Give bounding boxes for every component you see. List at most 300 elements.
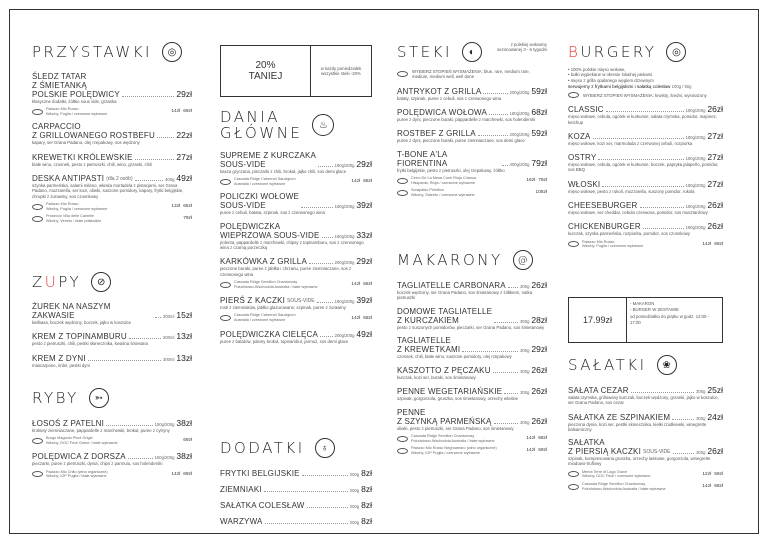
item-price: 38zł bbox=[176, 451, 192, 462]
menu-item bbox=[568, 438, 723, 491]
thermometer-icon bbox=[568, 92, 579, 98]
wine-row bbox=[568, 470, 723, 479]
item-desc: puree z dyni, pieczone buraki, puree ziemniaczane, sos demi glace bbox=[397, 138, 525, 144]
item-price: 15zł bbox=[176, 310, 192, 320]
item-weight: 180g/200g bbox=[509, 111, 530, 117]
item-row bbox=[397, 408, 547, 426]
wine-bottle-price: 69zł bbox=[714, 241, 723, 247]
item-row bbox=[32, 152, 192, 162]
item-desc: czosnek, chili, białe wino, suszone pomidory, olej rzepakowy bbox=[397, 353, 512, 359]
wine-bottle-price: 69zł bbox=[183, 109, 192, 115]
wine-name: Palazzo Mio Rosso bbox=[46, 107, 79, 112]
wine-bottle-price: 69zł bbox=[538, 448, 547, 454]
item-name: ANTRYKOT Z GRILLA bbox=[397, 86, 482, 96]
dot-leader bbox=[302, 475, 348, 476]
wine-text bbox=[46, 436, 180, 445]
item-price: 29zł bbox=[176, 89, 192, 99]
burger-doneness: WYBIERZ STOPIEŃ WYSMAŻENIA: krwisty, średni, wysmażony bbox=[568, 92, 723, 98]
wine-origin: Włochy, Salento / czerwone wytrawne bbox=[411, 192, 475, 197]
item-name: ŚLEDZ TATAR Z ŚMIETANKĄ POLSKIE POLĘDWICY bbox=[32, 72, 120, 99]
menu-item bbox=[397, 280, 547, 301]
wine-glass-price: 14zł bbox=[171, 471, 181, 477]
wine-name: Cascada Ridge Cabernet Sauvignon bbox=[234, 313, 296, 318]
item-price: 22zł bbox=[176, 130, 192, 141]
item-desc: puree z dyni, pieczone buraki, pappardelle z marchewki, sos holenderski bbox=[397, 117, 536, 123]
item-row bbox=[397, 307, 547, 325]
wine-bottle-price: 69zł bbox=[183, 438, 192, 444]
item-row bbox=[220, 484, 372, 494]
item-price: 27zł bbox=[707, 130, 723, 141]
wine-text bbox=[234, 313, 348, 322]
item-row bbox=[32, 331, 192, 341]
zupy-list bbox=[32, 302, 192, 368]
item-price: 26zł bbox=[707, 221, 723, 232]
item-price: 24zł bbox=[707, 411, 723, 422]
item-price: 28zł bbox=[531, 314, 547, 325]
thermometer-icon bbox=[397, 71, 408, 77]
dot-leader bbox=[317, 302, 333, 303]
salatki-list bbox=[568, 385, 723, 491]
wine-bottle-price: 68zł bbox=[363, 315, 372, 321]
wine-text bbox=[582, 240, 699, 249]
menu-item bbox=[32, 451, 192, 478]
wine-glass-price: 14zł bbox=[702, 241, 712, 247]
item-weight: 300g bbox=[696, 389, 706, 394]
item-row bbox=[397, 336, 547, 354]
item-weight: 200g/200g bbox=[509, 132, 530, 138]
promo-box bbox=[220, 45, 372, 97]
item-weight: 300g bbox=[520, 318, 530, 324]
column-2 bbox=[220, 45, 372, 350]
item-price: 59zł bbox=[531, 128, 547, 139]
item-name: KARKÓWKA Z GRILLA bbox=[220, 257, 307, 267]
item-row bbox=[32, 353, 192, 363]
wine-glass-icon bbox=[32, 216, 43, 222]
wine-row bbox=[220, 177, 372, 186]
item-desc: kiełbasa, boczek wędzony, boczek, jajko w koszulce bbox=[32, 320, 132, 325]
item-desc: pesto z pietruszki, chili, pestki słonecznika, kwaśna śmietana bbox=[32, 341, 148, 347]
wine-glass-icon bbox=[220, 179, 231, 185]
dot-leader bbox=[301, 207, 333, 208]
dot-leader bbox=[318, 166, 333, 167]
item-name: POLĘDWICZKA CIELĘCA bbox=[220, 329, 319, 339]
menu-item bbox=[220, 295, 372, 322]
wine-bottle-price: 68zł bbox=[363, 282, 372, 288]
item-weight: 180g/200g bbox=[334, 204, 355, 210]
item-desc: klasyczne dodatki, żółtko sous vide, grzanka bbox=[32, 99, 117, 104]
menu-item bbox=[397, 107, 547, 122]
wine-row bbox=[32, 202, 192, 211]
wine-name: Palazzo Mio Rosso bbox=[46, 201, 79, 206]
wine-origin: Włochy, Puglia / czerwone wytrawne bbox=[582, 244, 644, 249]
menu-item bbox=[568, 412, 723, 433]
item-desc: pieczarki, puree z pietruszki, dynia, chips z parmuiu, sos holenderski bbox=[32, 461, 163, 467]
wine-bottle-price: 105zł bbox=[535, 190, 547, 196]
item-desc: boczek wędzony, ser Grana Padano, sos śmietanowy z żółtkiem, natka pietruszki bbox=[397, 290, 533, 301]
item-price: 26zł bbox=[531, 415, 547, 426]
wine-glass-price: 14zł bbox=[351, 315, 361, 321]
wine-name: Merlot Terre di Lago Grave bbox=[582, 469, 628, 474]
menu-item bbox=[32, 418, 192, 445]
wine-origin: Australia / czerwone wytrawne bbox=[234, 181, 286, 186]
item-desc: rosti z ziemniaków, jabłko glazurowane, szpinak, puree z żurawiny bbox=[220, 305, 346, 311]
wine-origin: Włochy, Puglia / czerwone wytrawne bbox=[46, 111, 108, 116]
item-row bbox=[568, 200, 723, 210]
menu-item bbox=[568, 221, 723, 248]
item-weight: 180g/200g bbox=[685, 134, 706, 140]
wine-origin: Hiszpania, Rioja / czerwone wytrawne bbox=[411, 180, 475, 185]
wine-glass-price: 14zł bbox=[351, 179, 361, 185]
item-name: OSTRY bbox=[568, 153, 597, 163]
item-row bbox=[568, 104, 723, 114]
item-desc: mięso wołowe, ser cheddar, cebula czerwona, pomidor, sos musztardowy bbox=[568, 210, 708, 215]
item-name: ROSTBEF Z GRILLA bbox=[397, 129, 476, 139]
fries-icon: ♁ bbox=[315, 438, 335, 458]
wine-text bbox=[46, 470, 168, 479]
item-row bbox=[397, 280, 547, 290]
wine-bottle-price: 68zł bbox=[363, 179, 372, 185]
dot-leader bbox=[673, 453, 695, 454]
item-name: TAGLIATELLE CARBONARA bbox=[397, 281, 506, 290]
menu-item bbox=[220, 500, 372, 510]
item-name: KREWETKI KRÓLEWSKIE bbox=[32, 152, 133, 162]
wine-glass-icon bbox=[32, 438, 43, 444]
dot-leader bbox=[106, 425, 153, 426]
zestaw-box: 17.99zł - MAKARON - BURGER W ZESTAWIE od poniedziałku do piątku w godz. 12:00 - 17:00 bbox=[568, 297, 723, 343]
wine-glass-price: 14zł bbox=[351, 282, 361, 288]
item-weight: 300g bbox=[696, 450, 706, 456]
wine-origin: Włochy, DOC Friuli / czerwone wytrawne bbox=[582, 474, 651, 479]
menu-item bbox=[397, 386, 547, 401]
menu-item bbox=[220, 468, 372, 478]
item-desc: mięso wołowe, cebula, ogórek w kurkumie, sałata rzymska, pomidor, majonez, ketchup bbox=[568, 114, 718, 125]
item-sub: (dla 2 osób) bbox=[106, 176, 133, 183]
item-weight: 300g bbox=[520, 347, 530, 353]
menu-item bbox=[397, 128, 547, 143]
dot-leader bbox=[593, 138, 684, 139]
item-weight: 200g bbox=[349, 488, 360, 493]
spoon-icon: ⊘ bbox=[91, 272, 111, 292]
wine-name: Cascada Ridge Cabernet Sauvignon bbox=[234, 177, 296, 182]
item-price: 39zł bbox=[356, 295, 372, 306]
item-price: 38zł bbox=[176, 418, 192, 428]
wine-bottle-price: 68zł bbox=[714, 484, 723, 490]
makarony-heading: MAKARONY @ bbox=[397, 250, 547, 270]
menu-item bbox=[568, 179, 723, 194]
item-row bbox=[220, 192, 372, 210]
menu-item bbox=[220, 516, 372, 526]
item-name: TAGLIATELLE Z KREWETKAMI bbox=[397, 335, 461, 354]
menu-item bbox=[220, 329, 372, 344]
item-name: KOZA bbox=[568, 131, 591, 141]
item-row bbox=[568, 152, 723, 162]
fish-icon: ➳ bbox=[89, 388, 109, 408]
wine-name: Burgo Magnolo Pinot Grigio bbox=[46, 436, 93, 441]
item-row bbox=[397, 386, 547, 396]
wine-glass-price: 16zł bbox=[526, 178, 536, 184]
item-price: 13zł bbox=[176, 352, 192, 363]
menu-item bbox=[397, 365, 547, 380]
item-row bbox=[568, 131, 723, 141]
item-row bbox=[220, 329, 372, 339]
item-weight: 300g bbox=[520, 390, 530, 396]
menu-item bbox=[220, 192, 372, 215]
dot-leader bbox=[128, 458, 153, 459]
item-name: SAŁATKA COLESŁAW bbox=[220, 501, 305, 510]
wine-glass-price: 14zł bbox=[171, 109, 181, 115]
menu-item bbox=[568, 200, 723, 215]
item-row bbox=[568, 221, 723, 231]
dot-leader bbox=[640, 207, 684, 208]
item-row bbox=[32, 302, 192, 320]
item-weight: 300g bbox=[520, 284, 530, 289]
item-weight: 180g/200g bbox=[685, 182, 706, 188]
item-weight: 200g/200g bbox=[334, 260, 355, 266]
dot-leader bbox=[157, 137, 174, 138]
item-row bbox=[32, 122, 192, 140]
item-row bbox=[397, 150, 547, 168]
wine-origin: Włochy, IGP Puglia / białe wytrawne bbox=[46, 474, 107, 479]
item-name: ZIEMNIAKI bbox=[220, 485, 262, 494]
item-weight: 300g bbox=[696, 415, 706, 421]
item-name: ŻUREK NA NASZYM ZAKWASIE bbox=[32, 302, 111, 320]
item-desc: pieczone buraki, puree z jabłka i chrzanu, puree ziemniaczane, sos z czerwonego wina bbox=[220, 266, 352, 277]
menu-item bbox=[32, 302, 192, 325]
wine-row bbox=[397, 176, 547, 185]
item-desc: mascarpone, imbir, pestki dyni bbox=[32, 362, 90, 368]
menu-item bbox=[32, 152, 192, 167]
zestaw-price: 17.99zł bbox=[569, 298, 627, 342]
wine-row bbox=[220, 280, 372, 289]
menu-item bbox=[397, 408, 547, 456]
item-desc: pieczona dynia, kozi ser, pestki słonecznika, kiełki rzodkiewki, winegrette balsamiczny bbox=[568, 421, 707, 432]
wine-text bbox=[411, 446, 523, 455]
item-price: 59zł bbox=[531, 85, 547, 96]
item-price: 27zł bbox=[176, 151, 192, 162]
wine-glass-icon bbox=[32, 109, 43, 115]
wine-bottle-price: 68zł bbox=[538, 436, 547, 442]
menu-item bbox=[220, 484, 372, 494]
wine-origin: Południowo-Wschodnia Australia / białe wytrawne bbox=[234, 284, 318, 289]
item-row bbox=[220, 151, 372, 169]
item-name: DESKA ANTIPASTI bbox=[32, 174, 105, 184]
item-weight: 180g/200g bbox=[334, 233, 355, 239]
przystawki-heading: PRZYSTAWKI ◎ bbox=[32, 42, 192, 62]
wine-glass-icon bbox=[220, 315, 231, 321]
item-name: PENNE WEGETARIAŃSKIE bbox=[397, 387, 503, 397]
wine-text bbox=[582, 482, 699, 491]
item-weight: 180g/200g bbox=[685, 204, 706, 209]
item-price: 26zł bbox=[531, 280, 547, 290]
item-name: WŁOSKI bbox=[568, 179, 601, 189]
plate-icon: ◎ bbox=[162, 42, 182, 62]
item-price: 49zł bbox=[176, 173, 192, 184]
item-desc: oliwki, pesto z pietruszki, ser Grana Padano, sos śmietanowy bbox=[397, 425, 514, 431]
item-desc: mięso wołowe, pesto z rukoli, mozzarella, suszony pomidor, rukola bbox=[568, 188, 695, 194]
item-row bbox=[568, 179, 723, 189]
item-weight: 180g/200g bbox=[334, 299, 355, 305]
item-price: 29zł bbox=[356, 256, 372, 267]
item-name: KREM Z DYNI bbox=[32, 353, 86, 363]
wine-name: Prosecco Villa delle Camelie bbox=[46, 214, 95, 219]
dot-leader bbox=[462, 351, 518, 352]
item-desc: pesto z suszonych pomidorów, pieczarki, ser Grana Padano, sos śmietanowy bbox=[397, 324, 545, 330]
item-row bbox=[220, 256, 372, 266]
item-desc: frytki belgijskie, pesto z pietruszki, olej rzepakowy, żółtko bbox=[397, 167, 505, 173]
item-price: 26zł bbox=[707, 446, 723, 457]
item-name: PENNE Z SZYNKĄ PARMEŃSKĄ bbox=[397, 407, 492, 426]
item-name: SAŁATA CEZAR bbox=[568, 386, 629, 395]
item-price: 13zł bbox=[176, 331, 192, 342]
item-desc: sałata rzymska, grillowany kurczak, boczek wędzony, grzanki, jajko w koszulce, ser Grana Padano, sos cezar bbox=[568, 395, 719, 406]
wine-row bbox=[397, 446, 547, 455]
item-weight: 200g/200g bbox=[509, 89, 530, 95]
menu-item bbox=[32, 173, 192, 223]
wine-text bbox=[46, 202, 168, 211]
menu-item bbox=[220, 151, 372, 186]
item-name: DOMOWE TAGLIATELLE Z KURCZAKIEM bbox=[397, 306, 493, 325]
menu-item bbox=[220, 256, 372, 289]
pasta-icon: @ bbox=[513, 250, 533, 270]
item-row bbox=[32, 173, 192, 183]
dot-leader bbox=[122, 96, 175, 97]
item-desc: kasza gryczana, pieczarki z chili, brokuł, jajko chili, sos demi glace bbox=[220, 169, 347, 174]
item-name: POLĘDWICA WOŁOWA bbox=[397, 108, 488, 118]
steak-icon: ◐ bbox=[462, 42, 482, 62]
wine-row bbox=[568, 240, 723, 249]
wine-row bbox=[568, 482, 723, 491]
wine-glass-price: 14zł bbox=[526, 448, 536, 454]
wine-row bbox=[220, 313, 372, 322]
wine-bottle-price: 69zł bbox=[183, 471, 192, 477]
dot-leader bbox=[672, 419, 694, 420]
wine-text bbox=[582, 470, 699, 479]
item-row bbox=[568, 412, 723, 422]
menu-item bbox=[568, 385, 723, 406]
dodatki-list bbox=[220, 468, 372, 526]
item-weight: 400g bbox=[165, 177, 175, 183]
item-price: 79zł bbox=[531, 157, 547, 168]
dot-leader bbox=[598, 159, 683, 160]
item-name: WARZYWA bbox=[220, 517, 263, 526]
dot-leader bbox=[320, 336, 333, 337]
dot-leader bbox=[129, 338, 161, 339]
item-weight: 180g/200g bbox=[685, 225, 706, 231]
item-weight: 300g bbox=[520, 369, 530, 375]
item-sub: SOUS-VIDE bbox=[287, 298, 315, 305]
dot-leader bbox=[631, 392, 694, 393]
item-name: CHEESEBURGER bbox=[568, 201, 638, 210]
wine-glass-icon bbox=[568, 241, 579, 247]
item-desc: białe wino, czosnek, pesto z pietruszki, chili, wino, grzanki, chili bbox=[32, 161, 152, 167]
item-weight: 400g/200g bbox=[509, 161, 530, 167]
item-price: 26zł bbox=[531, 365, 547, 376]
menu-item bbox=[568, 131, 723, 146]
item-name: CHICKENBURGER bbox=[568, 222, 641, 232]
menu-item bbox=[568, 104, 723, 125]
dot-leader bbox=[502, 165, 508, 166]
item-name: KASZOTTO Z PĘCZAKU bbox=[397, 366, 491, 376]
menu-item bbox=[32, 122, 192, 145]
item-weight: 150g/200g bbox=[154, 455, 175, 461]
column-4b bbox=[568, 355, 723, 497]
dot-leader bbox=[483, 93, 507, 94]
item-desc: polenta, pappardelle z marchewki, chipsy z topinamburu, sos z czerwonego wina z czarną porzeczką bbox=[220, 239, 364, 251]
menu-item bbox=[397, 336, 547, 359]
item-weight: 300g bbox=[520, 419, 530, 425]
item-name: ŁOSOŚ Z PATELNI bbox=[32, 419, 105, 428]
chef-hat-icon: ♨ bbox=[312, 114, 334, 136]
item-price: 8zł bbox=[361, 500, 372, 510]
wine-text bbox=[411, 188, 533, 197]
dot-leader bbox=[88, 360, 161, 361]
wine-text bbox=[234, 177, 348, 186]
column-3 bbox=[397, 42, 547, 203]
menu-item bbox=[397, 150, 547, 198]
wine-row bbox=[397, 434, 547, 443]
item-name: PIERŚ Z KACZKI bbox=[220, 296, 286, 306]
item-desc: puree z cebuli, batata, szpinak, sos z czerwonego wina bbox=[220, 210, 325, 216]
wine-glass-icon bbox=[32, 204, 43, 210]
menu-item bbox=[32, 331, 192, 346]
menu-item bbox=[32, 72, 192, 116]
item-weight: 180g/200g bbox=[685, 156, 706, 162]
item-name: SUPREME Z KURCZAKA SOUS-VIDE bbox=[220, 151, 317, 169]
wine-text bbox=[411, 176, 523, 185]
wine-name: Cascada Ridge Semillon Chardonnay bbox=[234, 279, 298, 284]
wine-row bbox=[32, 470, 192, 479]
wine-glass-price: 12zł bbox=[702, 471, 712, 477]
item-price: 25zł bbox=[707, 385, 723, 395]
item-price: 68zł bbox=[531, 107, 547, 118]
item-price: 33zł bbox=[356, 229, 372, 240]
ryby-heading: RYBY ➳ bbox=[32, 388, 192, 408]
item-name: POLICZKI WOŁOWE SOUS-VIDE bbox=[220, 192, 300, 211]
przystawki-list bbox=[32, 72, 192, 223]
item-price: 8zł bbox=[361, 468, 372, 478]
zupy-heading: ZUPY ⊘ bbox=[32, 272, 192, 292]
item-price: 8zł bbox=[361, 484, 372, 494]
dot-leader bbox=[135, 159, 175, 160]
item-name: SAŁATKA ZE SZPINAKIEM bbox=[568, 412, 671, 422]
item-row bbox=[220, 516, 372, 526]
steki-heading: STEKI ◐ bbox=[397, 42, 482, 62]
item-weight: 150g/200g bbox=[154, 422, 175, 427]
item-row bbox=[220, 468, 372, 478]
wine-origin: Włochy, Puglia / czerwone wytrawne bbox=[46, 206, 108, 211]
item-sub: SOUS-VIDE bbox=[643, 449, 671, 456]
wine-row bbox=[32, 107, 192, 116]
wine-bottle-price: 79zł bbox=[183, 216, 192, 222]
dot-leader bbox=[265, 523, 348, 524]
column-1b bbox=[32, 272, 192, 374]
column-3b bbox=[397, 250, 547, 461]
dot-leader bbox=[489, 114, 508, 115]
wine-glass-icon bbox=[397, 178, 408, 184]
wine-glass-icon bbox=[568, 484, 579, 490]
dot-leader bbox=[264, 491, 348, 492]
item-name: CLASSIC bbox=[568, 105, 604, 115]
wine-text bbox=[234, 280, 348, 289]
item-price: 26zł bbox=[707, 104, 723, 115]
item-desc: mięso wołowe, kozi ser, marmolada z czerwonej cebuli, rozpiorka bbox=[568, 140, 693, 146]
steki-note: z polskiej wołowiny sezonowanej 3 - 6 tygodni bbox=[497, 42, 547, 53]
wine-text bbox=[46, 214, 180, 223]
wine-name: Palazzo Mio Chito (wino organiczne) bbox=[46, 469, 108, 474]
item-weight: 200g/200g bbox=[334, 332, 355, 338]
wine-origin: Włochy, DOC Friuli Grave / białe wytrawne bbox=[46, 440, 118, 445]
wine-glass-icon bbox=[32, 471, 43, 477]
